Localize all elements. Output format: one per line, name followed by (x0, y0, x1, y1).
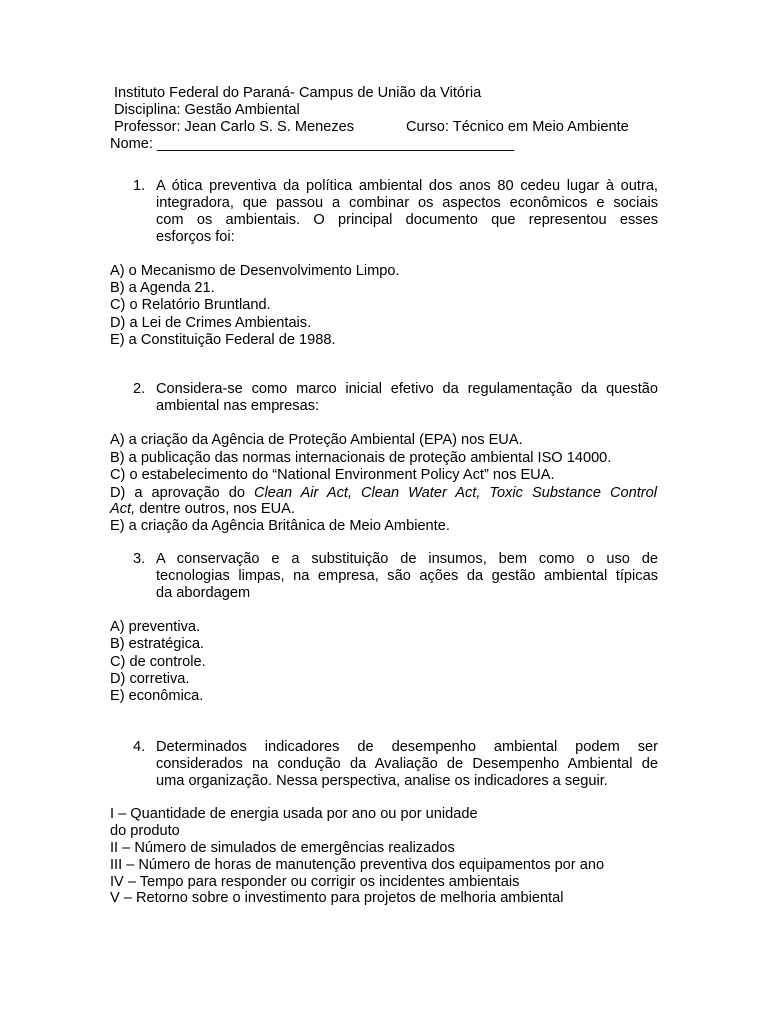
question-4-line: considerados na condução da Avaliação de Desempenho Ambiental de (156, 756, 658, 772)
q1-option-c: C) o Relatório Bruntland. (110, 297, 271, 313)
question-1-line: esforços foi: (156, 229, 235, 245)
q2-option-d (110, 485, 657, 502)
question-3-number: 3. (133, 551, 146, 567)
q2-option-d-suffix: dentre outros, nos EUA. (135, 501, 295, 517)
indicator-iv: IV – Tempo para responder ou corrigir os incidentes ambientais (110, 874, 520, 890)
question-4-line: uma organização. Nessa perspectiva, analise os indicadores a seguir. (156, 773, 608, 789)
question-4-line: Determinados indicadores de desempenho ambiental podem ser (156, 739, 658, 755)
question-4-text (156, 739, 658, 790)
indicator-ii: II – Número de simulados de emergências realizados (110, 840, 455, 856)
q3-option-a: A) preventiva. (110, 619, 201, 635)
indicator-i-continued: do produto (110, 823, 180, 839)
course-line: Curso: Técnico em Meio Ambiente (406, 119, 629, 135)
q2-option-d-act: Act, (110, 501, 136, 517)
q1-option-a: A) o Mecanismo de Desenvolvimento Limpo. (110, 263, 400, 279)
institution-line: Instituto Federal do Paraná- Campus de União da Vitória (114, 85, 482, 101)
question-3-line: tecnologias limpas, na empresa, são ações da gestão ambiental típicas (156, 568, 658, 584)
q3-option-b: B) estratégica. (110, 636, 205, 652)
question-1-line: A ótica preventiva da política ambiental dos anos 80 cedeu lugar à outra, (156, 178, 658, 194)
question-3-line: da abordagem (156, 585, 251, 601)
professor-line: Professor: Jean Carlo S. S. Menezes (114, 119, 355, 135)
question-1-line: com os ambientais. O principal documento que representou esses (156, 212, 658, 228)
question-2-line: Considera-se como marco inicial efetivo da regulamentação da questão (156, 381, 658, 397)
q2-option-c: C) o estabelecimento do “National Environment Policy Act” nos EUA. (110, 467, 555, 483)
q3-option-e: E) econômica. (110, 688, 204, 704)
indicator-i: I – Quantidade de energia usada por ano ou por unidade (110, 806, 478, 822)
indicator-iii: III – Número de horas de manutenção preventiva dos equipamentos por ano (110, 857, 605, 873)
q2-option-d-prefix: D) a aprovação do (110, 485, 254, 501)
q2-option-d-continued (110, 501, 295, 518)
question-1-line: integradora, que passou a combinar os aspectos econômicos e sociais (156, 195, 658, 211)
q1-option-e: E) a Constituição Federal de 1988. (110, 332, 336, 348)
q2-option-b: B) a publicação das normas internacionais de proteção ambiental ISO 14000. (110, 450, 612, 466)
q2-option-a: A) a criação da Agência de Proteção Ambiental (EPA) nos EUA. (110, 432, 523, 448)
question-2-text (156, 381, 658, 415)
question-1-number: 1. (133, 178, 146, 194)
question-2-number: 2. (133, 381, 146, 397)
question-3-text (156, 551, 658, 602)
question-1-text (156, 178, 658, 246)
question-3-line: A conservação e a substituição de insumos, bem como o uso de (156, 551, 658, 567)
indicator-v: V – Retorno sobre o investimento para projetos de melhoria ambiental (110, 890, 564, 906)
q1-option-b: B) a Agenda 21. (110, 280, 215, 296)
q2-option-e: E) a criação da Agência Britânica de Meio Ambiente. (110, 518, 450, 534)
discipline-line: Disciplina: Gestão Ambiental (114, 102, 300, 118)
q3-option-d: D) corretiva. (110, 671, 190, 687)
name-field-line: Nome: ____________________________________________ (110, 136, 515, 152)
q2-option-d-acts: Clean Air Act, Clean Water Act, Toxic Substance Control (253, 485, 657, 501)
q1-option-d: D) a Lei de Crimes Ambientais. (110, 315, 312, 331)
q3-option-c: C) de controle. (110, 654, 206, 670)
question-4-number: 4. (133, 739, 146, 755)
question-2-line: ambiental nas empresas: (156, 398, 320, 414)
